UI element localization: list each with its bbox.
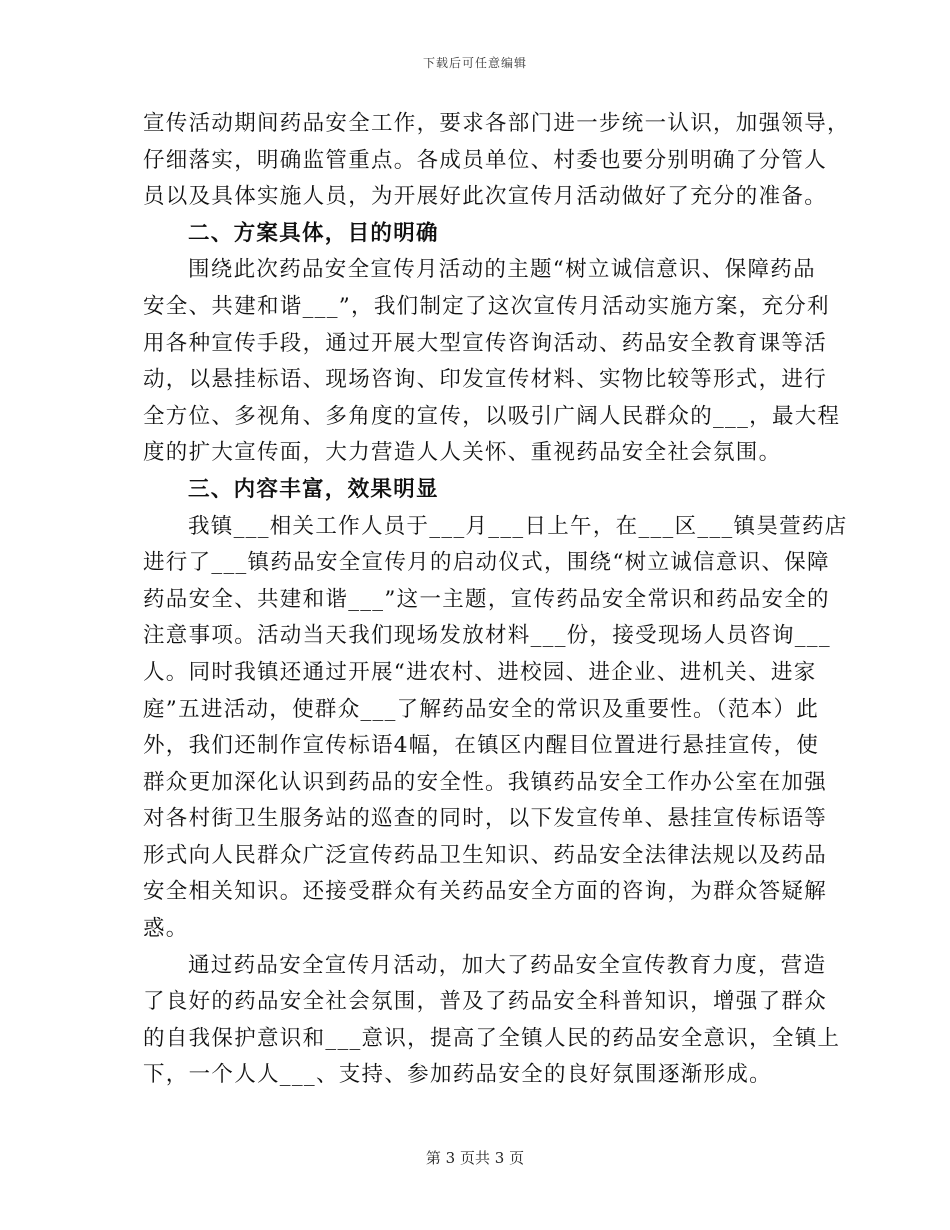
body-text-line: 度的扩大宣传面，大力营造人人关怀、重视药品安全社会氛围。	[143, 440, 782, 466]
body-text-line: 下，一个人人___、支持、参加药品安全的良好氛围逐渐形成。	[143, 1062, 772, 1088]
body-text-line: 进行了___镇药品安全宣传月的启动仪式，围绕“树立诚信意识、保障	[143, 550, 830, 576]
section-heading: 二、方案具体，目的明确	[188, 220, 439, 246]
body-text-line: 宣传活动期间药品安全工作，要求各部门进一步统一认识，加强领导，	[143, 111, 850, 136]
body-text-line: 围绕此次药品安全宣传月活动的主题“树立诚信意识、保障药品	[188, 257, 816, 283]
body-text-line: 人。同时我镇还通过开展“进农村、进校园、进企业、进机关、进家	[143, 659, 817, 685]
body-text-line: 了良好的药品安全社会氛围，普及了药品安全科普知识，增强了群众	[143, 989, 828, 1015]
body-text-line: 安全相关知识。还接受群众有关药品安全方面的咨询，为群众答疑解	[143, 879, 828, 905]
page-footer: 第 3 页共 3 页	[425, 1149, 525, 1167]
document-body	[143, 106, 850, 1094]
body-text-line: 的自我保护意识和___意识，提高了全镇人民的药品安全意识，全镇上	[143, 1025, 841, 1051]
body-text-line: 员以及具体实施人员，为开展好此次宣传月活动做好了充分的准备。	[143, 184, 828, 210]
body-text-line: 仔细落实，明确监管重点。各成员单位、村委也要分别明确了分管人	[143, 147, 828, 173]
section-heading: 三、内容丰富，效果明显	[188, 476, 439, 502]
body-text-line: 通过药品安全宣传月活动，加大了药品安全宣传教育力度，营造	[188, 952, 827, 978]
page-header: 下载后可任意编辑	[422, 56, 527, 70]
body-text-line: 庭”五进活动，使群众___了解药品安全的常识及重要性。（范本）此	[143, 696, 820, 722]
body-text-line: 全方位、多视角、多角度的宣传，以吸引广阔人民群众的___，最大程	[143, 403, 841, 429]
body-text-line: 药品安全、共建和谐___”这一主题，宣传药品安全常识和药品安全的	[143, 586, 830, 612]
body-text-line: 对各村街卫生服务站的巡查的同时，以下发宣传单、悬挂宣传标语等	[143, 806, 828, 832]
body-text-line: 安全、共建和谐___”，我们制定了这次宣传月活动实施方案，充分利	[143, 293, 830, 319]
body-text-line: 我镇___相关工作人员于___月___日上午，在___区___镇昊萱药店	[188, 513, 848, 539]
body-text-line: 群众更加深化认识到药品的安全性。我镇药品安全工作办公室在加强	[143, 769, 828, 795]
body-text-line: 惑。	[143, 916, 189, 942]
body-text-line: 外，我们还制作宣传标语4幅，在镇区内醒目位置进行悬挂宣传，使	[143, 733, 820, 759]
body-text-line: 注意事项。活动当天我们现场发放材料___份，接受现场人员咨询___	[143, 623, 831, 649]
body-text-line: 动，以悬挂标语、现场咨询、印发宣传材料、实物比较等形式，进行	[143, 367, 828, 393]
body-text-line: 形式向人民群众广泛宣传药品卫生知识、药品安全法律法规以及药品	[143, 842, 828, 868]
body-text-line: 用各种宣传手段，通过开展大型宣传咨询活动、药品安全教育课等活	[143, 330, 828, 356]
